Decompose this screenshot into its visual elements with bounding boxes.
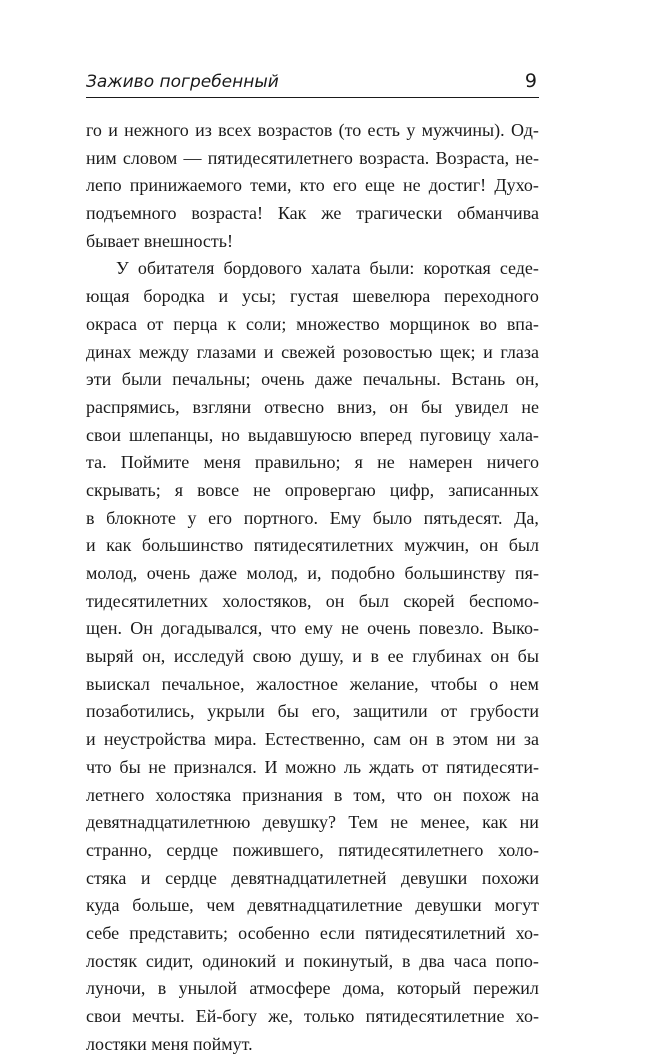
word: пожившего, [232,839,324,860]
text-line [86,920,539,948]
word: не [148,756,167,777]
word: ее [387,646,404,667]
text-line [86,698,539,726]
word: могут [494,895,539,916]
word: у [406,120,416,140]
word: цифр, [389,479,435,500]
word: ждать [368,756,415,777]
word: ним [86,147,117,168]
word: часа [453,950,487,971]
word: отвесно [264,396,325,417]
text-line [86,643,539,671]
word: одинокий [202,950,277,971]
word: глаза [500,341,539,362]
word: что [86,756,112,777]
text-line [86,477,539,505]
word: в [86,507,95,528]
word: покинутый, [303,950,394,971]
word: от [421,756,439,777]
text-line [86,255,539,283]
word: не [377,452,395,473]
word: намерен [408,452,473,473]
word: пережил [473,978,539,999]
word: глубинах [412,646,482,667]
word: кто [299,175,325,196]
word: шевелюра [352,286,431,307]
word: очень [367,618,411,639]
word: выдавшуюсю [247,424,352,445]
word: что [396,784,423,805]
word: впа- [506,313,539,334]
text-line [86,560,539,588]
word: ль [343,756,362,777]
text-line [86,117,539,145]
word: розовостью [342,341,433,362]
word: укрыли [207,701,265,722]
word: от [440,701,458,722]
text-line [86,172,539,200]
word: к [227,313,237,334]
word: особенно [238,922,310,943]
word: та. [86,452,107,473]
word: всех [218,120,252,140]
text-line [86,809,539,837]
word: куда [86,895,120,916]
word: как [106,535,132,556]
word: халата [310,258,361,279]
word: его [208,507,233,528]
word: было [372,507,412,528]
word: признался. [173,756,257,777]
word: странно, [86,839,152,860]
word: и [284,950,295,971]
word: принижаемого [129,175,243,196]
word: Ей-богу [195,1006,257,1026]
word: нем [509,673,539,694]
word: не [341,618,359,639]
word: больше, [132,895,194,916]
word: лостяк [86,950,138,971]
word: возраста. [359,147,430,168]
word: позаботились, [86,701,195,722]
word: холо- [497,839,539,860]
word: густая [289,286,339,307]
word: два [419,950,445,971]
word: ничего [486,452,539,473]
word: даже [199,563,238,583]
word: обманчива [457,203,539,224]
word: же [321,203,342,224]
word: пятидесятилетний [365,922,506,943]
word: печальны. [362,369,441,390]
text-line [86,1031,539,1058]
word: мужчины). [421,120,505,140]
word: ни [519,812,539,833]
word: Как [277,203,307,224]
word: Возраста, [435,147,510,168]
word: он, [142,646,166,667]
word: свою [252,646,292,667]
text-line [86,283,539,311]
word: он [490,646,510,667]
word: скрывать; [86,479,161,500]
word: сердце [165,867,217,888]
word: молод, [246,563,298,583]
text-line [86,892,539,920]
word: теми, [250,175,292,196]
word: пятидесяти- [446,756,539,777]
word: хала- [499,424,539,445]
word: который [396,978,461,999]
word: сердце [166,839,219,860]
word: щен. [86,618,122,639]
word: мира. [214,729,257,750]
word: усы; [242,286,277,307]
word: в [370,646,380,667]
word: и [352,646,362,667]
text-line [86,228,539,256]
word: этом [452,729,489,750]
text-line [86,948,539,976]
word: девятнадцатилетней [231,867,387,888]
text-line [86,449,539,477]
word: девятнадцатилетние [247,895,403,916]
word: Поймите [120,452,190,473]
word: Он [130,618,153,639]
word: словом [122,147,178,168]
text-line [86,671,539,699]
word: динах [86,341,132,362]
word: печальны; [172,369,251,390]
word: подобно [330,563,396,583]
word: не [253,479,271,500]
word: его [332,175,357,196]
word: я [354,452,363,473]
word: большинство [141,535,244,556]
word: бы [119,756,141,777]
word: мечты. [132,1006,185,1026]
word: молод, [86,563,138,583]
word: соли; [245,313,287,334]
text-line [86,311,539,339]
word: Выко- [492,618,539,639]
word: он [389,396,409,417]
word: сидит, [145,950,194,971]
word: хо- [515,1006,539,1026]
word: есть [367,120,401,140]
word: защитили [352,701,428,722]
word: за [523,729,539,750]
word: перца [173,313,218,334]
word: стяка [86,867,127,888]
text-line [86,394,539,422]
word: правильно; [254,452,341,473]
text-line-content: лостяки меня поймут. [86,1033,253,1054]
word: дома, [342,978,385,999]
word: о [489,673,499,694]
word: седе- [499,258,539,279]
word: выискал [86,673,150,694]
word: бы [420,396,443,417]
word: множество [296,313,380,334]
word: и [108,120,118,140]
word: достиг! [428,175,487,196]
word: увидел [455,396,509,417]
page-number: 9 [524,70,537,92]
word: я [174,479,184,500]
word: У [116,258,129,279]
word: в [157,978,167,999]
word: между [139,341,190,362]
word: Од- [510,120,539,140]
word: что [270,618,297,639]
text-line-content: бывает внешность! [86,230,233,251]
word: свежей [281,341,336,362]
word: чтобы [430,673,478,694]
word: луночи, [86,978,146,999]
word: Духо- [494,175,539,196]
word: были [121,369,162,390]
word: девятнадцатилетнюю [86,812,251,833]
word: обитателя [137,258,215,279]
word: признания [242,784,323,805]
word: на [521,784,539,805]
word: подъемного [86,203,177,224]
word: и [483,341,493,362]
text-line [86,975,539,1003]
word: и [263,341,274,362]
word: мужчин, [404,535,470,556]
word: го [86,120,102,140]
word: девушки [401,867,468,888]
word: и [86,535,96,556]
word: тидесятилетних [86,590,208,611]
word: Встань [451,369,506,390]
text-line [86,726,539,754]
word: попо- [495,950,539,971]
word: пятидесятилетних [253,535,394,556]
word: беспомо- [468,590,539,611]
word: и, [307,563,322,583]
word: сам [373,729,401,750]
word: печальное, [161,673,245,694]
word: большинству [404,563,506,583]
word: пятидесятилетние [365,1006,505,1026]
text-line [86,505,539,533]
word: во [479,313,497,334]
text-line [86,754,539,782]
text-line [86,782,539,810]
word: ни [496,729,516,750]
text-line [86,588,539,616]
word: же, [268,1006,293,1026]
word: только [304,1006,355,1026]
text-line [86,865,539,893]
word: жалостное [256,673,338,694]
word: как [482,812,508,833]
word: он, [515,369,539,390]
header-rule [86,97,539,98]
text-line [86,339,539,367]
text-line [86,1003,539,1031]
word: еще [364,175,395,196]
word: вниз, [337,396,377,417]
word: был [358,590,389,611]
word: пя- [515,563,539,583]
word: похожи [481,867,539,888]
word: но [221,424,240,445]
word: он [325,590,345,611]
text-line [86,200,539,228]
word: том, [353,784,386,805]
running-title: Заживо погребенный [86,72,279,92]
word: в [401,950,411,971]
word: нежного [124,120,189,140]
word: трагически [356,203,443,224]
word: пуговицу [419,424,492,445]
word: атмосфере [249,978,331,999]
word: И [264,756,278,777]
word: пятидесятилетнего [338,839,484,860]
word: себе [86,922,120,943]
word: у [187,507,197,528]
word: распрямись, [86,396,180,417]
word: холостяка [155,784,232,805]
word: неустройства [103,729,206,750]
word: свои [86,424,121,445]
word: шлепанцы, [128,424,214,445]
word: короткая [423,258,491,279]
word: вперед [359,424,412,445]
word: желание, [349,673,419,694]
word: душу, [299,646,344,667]
word: в [436,729,445,750]
word: Тем [348,812,379,833]
word: даже [315,369,353,390]
word: свои [86,1006,121,1026]
running-header [86,66,539,96]
word: пятидесятилетнего [207,147,353,168]
word: эти [86,369,112,390]
word: он [433,784,452,805]
word: представить; [129,922,229,943]
word: бордового [223,258,302,279]
body-text [86,117,539,1058]
text-line [86,145,539,173]
word: блокноте [106,507,176,528]
word: если [319,922,355,943]
word: очень [146,563,191,583]
word: были: [369,258,415,279]
word: (то [338,120,362,140]
word: грубости [469,701,539,722]
word: его, [311,701,341,722]
word: и [86,729,96,750]
word: был [508,535,539,556]
word: он [479,535,499,556]
word: холостяков, [222,590,312,611]
text-line [86,422,539,450]
word: не- [515,147,539,168]
word: он [409,729,428,750]
word: опровергаю [284,479,376,500]
word: Естественно, [264,729,366,750]
word: глазами [196,341,257,362]
word: лепо [86,175,122,196]
word: выряй [86,646,134,667]
word: и [218,286,229,307]
word: в [333,784,343,805]
word: ющая [86,286,130,307]
word: можно [285,756,337,777]
word: окраса [86,313,137,334]
word: портного. [243,507,319,528]
word: записанных [448,479,539,500]
word: хо- [515,922,539,943]
word: девушку? [262,812,337,833]
text-line [86,615,539,643]
text-line [86,366,539,394]
word: девушки [415,895,482,916]
word: и [140,867,151,888]
word: исследуй [173,646,244,667]
word: повезло. [418,618,484,639]
word: щек; [439,341,476,362]
word: скорей [403,590,455,611]
word: — [183,147,202,168]
word: вовсе [197,479,240,500]
word: Да, [514,507,539,528]
word: не [402,175,421,196]
word: не [521,396,539,417]
word: пятьдесят. [423,507,503,528]
word: ему [304,618,333,639]
word: Ему [329,507,362,528]
text-line [86,532,539,560]
word: меня [203,452,241,473]
word: унылой [178,978,237,999]
word: взгляни [192,396,252,417]
word: из [195,120,212,140]
word: переходного [444,286,539,307]
word: бы [277,701,299,722]
word: летнего [86,784,145,805]
word: менее, [420,812,470,833]
text-line [86,837,539,865]
word: возраста! [191,203,263,224]
word: чем [206,895,235,916]
word: очень [261,369,305,390]
word: бородка [143,286,205,307]
word: от [146,313,164,334]
word: не [390,812,408,833]
word: догадывался, [161,618,263,639]
word: возрастов [257,120,333,140]
word: морщинок [389,313,470,334]
word: бы [517,646,539,667]
word: похож [462,784,511,805]
